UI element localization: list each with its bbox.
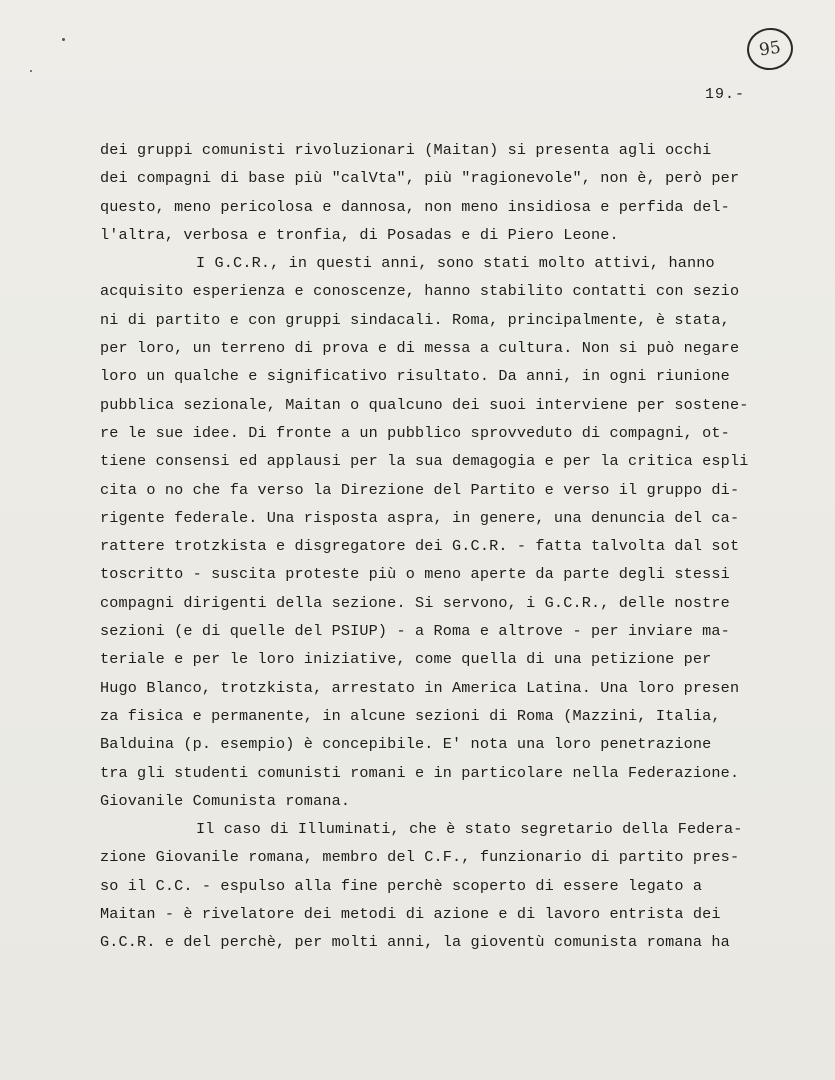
text-line: zione Giovanile romana, membro del C.F., funzionario di partito pres- [100, 848, 740, 867]
text-line: re le sue idee. Di fronte a un pubblico sprovveduto di compagni, ot- [100, 423, 730, 442]
text-line: compagni dirigenti della sezione. Si servono, i G.C.R., delle nostre [100, 593, 730, 612]
text-line: tra gli studenti comunisti romani e in particolare nella Federazione. [100, 763, 740, 782]
text-line: rigente federale. Una risposta aspra, in genere, una denuncia del ca- [100, 508, 740, 527]
text-line: pubblica sezionale, Maitan o qualcuno dei suoi interviene per sostene- [100, 395, 749, 414]
text-line: sezioni (e di quelle del PSIUP) - a Roma e altrove - per inviare ma- [100, 622, 730, 641]
text-line: questo, meno pericolosa e dannosa, non meno insidiosa e perfida del- [100, 197, 730, 216]
text-line: Hugo Blanco, trotzkista, arrestato in America Latina. Una loro presen [100, 678, 740, 697]
text-line: G.C.R. e del perchè, per molti anni, la gioventù comunista romana ha [100, 933, 730, 952]
text-line: I G.C.R., in questi anni, sono stati molto attivi, hanno [196, 254, 715, 273]
text-line: Il caso di Illuminati, che è stato segretario della Federa- [196, 820, 743, 839]
text-line: Balduina (p. esempio) è concepibile. E' nota una loro penetrazione [100, 735, 712, 754]
text-line: rattere trotzkista e disgregatore dei G.C.R. - fatta talvolta dal sot [100, 537, 740, 556]
stamp-number: 95 [757, 37, 783, 61]
speck-mark [30, 70, 32, 72]
text-line: cita o no che fa verso la Direzione del Partito e verso il gruppo di- [100, 480, 740, 499]
speck-mark [62, 38, 65, 41]
text-line: teriale e per le loro iniziative, come quella di una petizione per [100, 650, 712, 669]
typewritten-body [100, 136, 790, 957]
text-line: so il C.C. - espulso alla fine perchè scoperto di essere legato a [100, 876, 703, 895]
text-line: ni di partito e con gruppi sindacali. Roma, principalmente, è stata, [100, 310, 730, 329]
text-line: l'altra, verbosa e tronfia, di Posadas e di Piero Leone. [100, 225, 619, 244]
text-line: loro un qualche e significativo risultato. Da anni, in ogni riunione [100, 367, 730, 386]
archive-stamp [744, 25, 795, 73]
text-line: toscritto - suscita proteste più o meno aperte da parte degli stessi [100, 565, 730, 584]
text-line: dei gruppi comunisti rivoluzionari (Maitan) si presenta agli occhi [100, 141, 712, 159]
text-line: dei compagni di base più "calVta", più "ragionevole", non è, però per [100, 169, 740, 188]
text-line: Maitan - è rivelatore dei metodi di azione e di lavoro entrista dei [100, 905, 721, 924]
text-line: za fisica e permanente, in alcune sezioni di Roma (Mazzini, Italia, [100, 706, 721, 725]
text-line: per loro, un terreno di prova e di messa a cultura. Non si può negare [100, 339, 740, 358]
page-number: 19.- [705, 86, 746, 103]
text-line: acquisito esperienza e conoscenze, hanno stabilito contatti con sezio [100, 282, 740, 301]
text-line: Giovanile Comunista romana. [100, 791, 351, 810]
text-line: tiene consensi ed applausi per la sua demagogia e per la critica espli [100, 452, 749, 471]
